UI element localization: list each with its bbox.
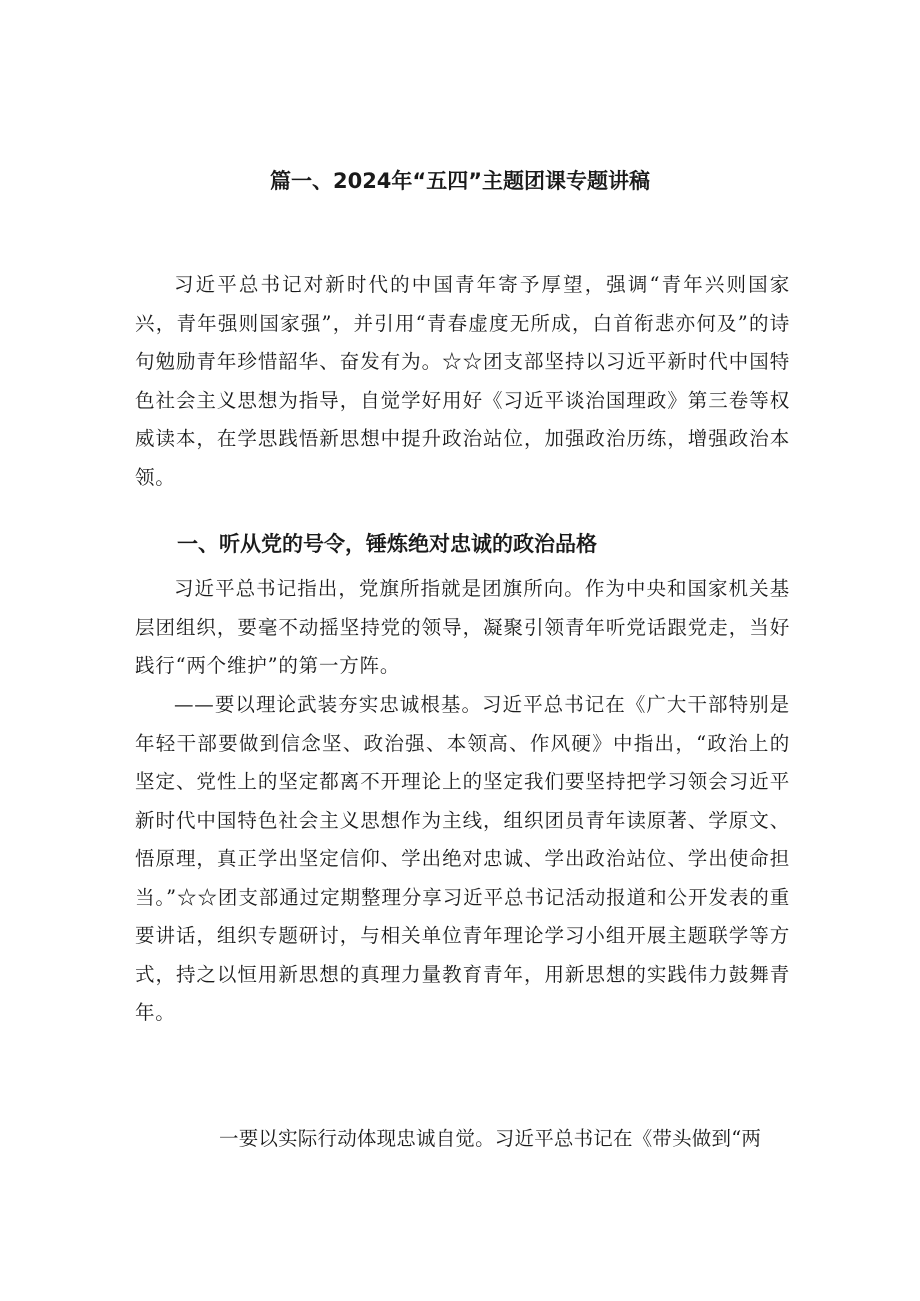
section-paragraph-1: 习近平总书记指出，党旗所指就是团旗所向。作为中央和国家机关基层团组织，要毫不动摇坚持党的领导，凝聚引领青年听党话跟党走，当好践行“两个维护”的第一方阵。 [135, 577, 790, 677]
document-title: 篇一、2024年“五四”主题团课专题讲稿 [269, 169, 651, 193]
section-paragraph-2: ——要以理论武装夯实忠诚根基。习近平总书记在《广大干部特别是年轻干部要做到信念坚、政治强、本领高、作风硬》中指出，“政治上的坚定、党性上的坚定都离不开理论上的坚定我们要坚持把学习领会习近平新时代中国特色社会主义思想作为主线，组织团员青年读原著、学原文、悟原理，真正学出坚定信仰、学出绝对忠诚、学出政治站位、学出使命担当。”☆☆团支部通过定期整理分享习近平总书记活动报道和公开发表的重要讲话，组织专题研讨，与相关单位青年理论学习小组开展主题联学等方式，持之以恒用新思想的真理力量教育青年，用新思想的实践伟力鼓舞青年。 [135, 693, 790, 1024]
section-paragraph-3: 一要以实际行动体现忠诚自觉。习近平总书记在《带头做到“两 [219, 1127, 762, 1150]
section-heading: 一、听从党的号令，锤炼绝对忠诚的政治品格 [177, 532, 597, 556]
intro-paragraph: 习近平总书记对新时代的中国青年寄予厚望，强调“青年兴则国家兴，青年强则国家强”，并引用“青春虚度无所成，白首衔悲亦何及”的诗句勉励青年珍惜韶华、奋发有为。☆☆团支部坚持以习近平新时代中国特色社会主义思想为指导，自觉学好用好《习近平谈治国理政》第三卷等权威读本，在学思践悟新思想中提升政治站位，加强政治历练，增强政治本领。 [135, 273, 790, 489]
